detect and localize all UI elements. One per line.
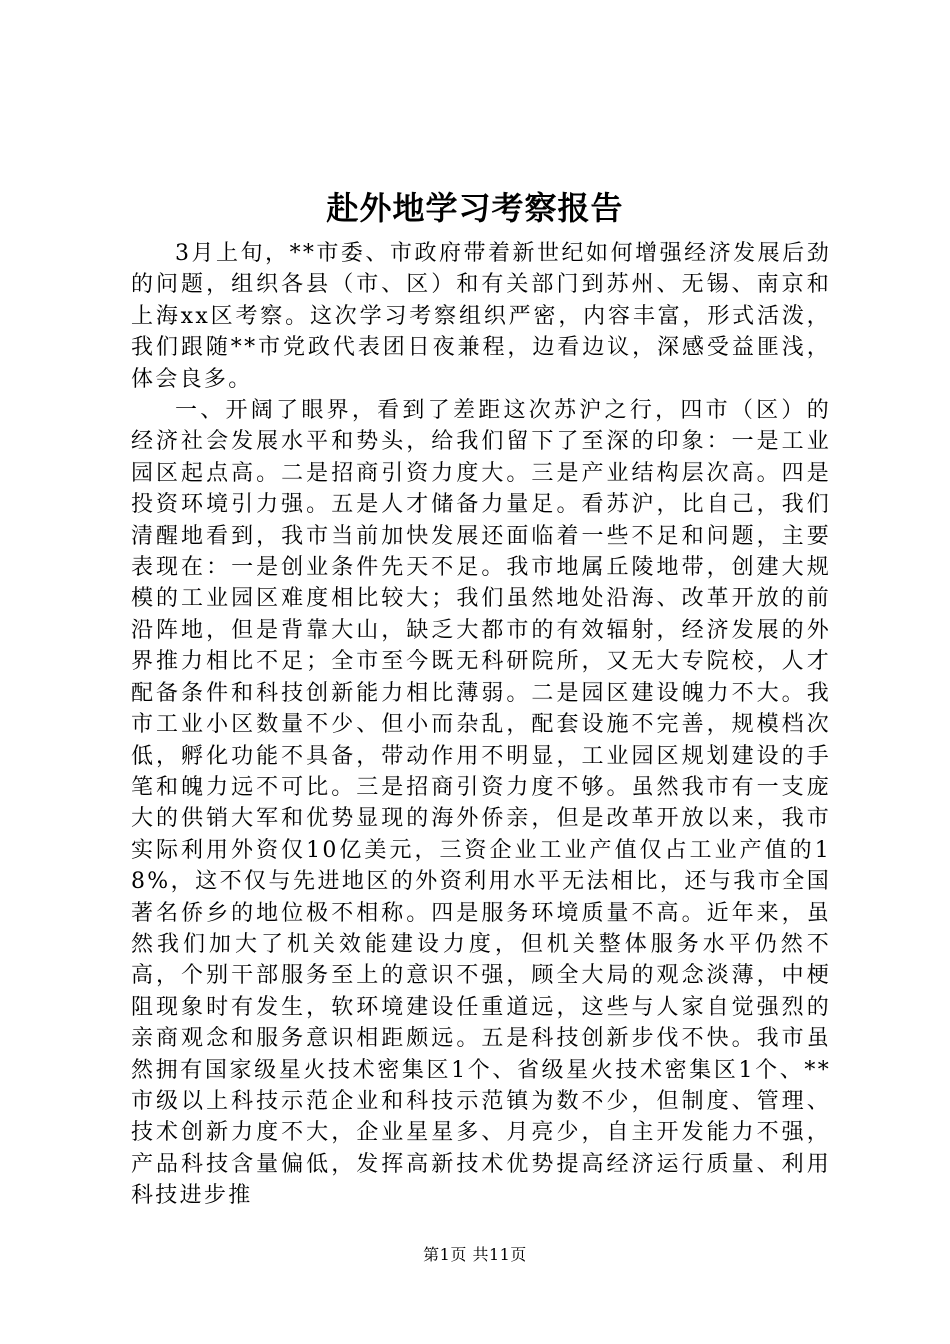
page-title: 赴外地学习考察报告 bbox=[326, 189, 624, 227]
page-footer: 第1页 共11页 bbox=[423, 1245, 527, 1264]
paragraph-section-one: 一、开阔了眼界，看到了差距这次苏沪之行，四市（区）的经济社会发展水平和势头，给我们留下了至深的印象：一是工业园区起点高。二是招商引资力度大。三是产业结构层次高。四是投资环境引力强。五是人才储备力量足。看苏沪，比自己，我们清醒地看到，我市当前加快发展还面临着一些不足和问题，主要表现在：一是创业条件先天不足。我市地属丘陵地带，创建大规模的工业园区难度相比较大；我们虽然地处沿海、改革开放的前沿阵地，但是背靠大山，缺乏大都市的有效辐射，经济发展的外界推力相比不足；全市至今既无科研院所，又无大专院校，人才配备条件和科技创新能力相比薄弱。二是园区建设魄力不大。我市工业小区数量不少、但小而杂乱，配套设施不完善，规模档次低，孵化功能不具备，带动作用不明显，工业园区规划建设的手笔和魄力远不可比。三是招商引资力度不够。虽然我市有一支庞大的供销大军和优势显现的海外侨亲，但是改革开放以来，我市实际利用外资仅10亿美元，三资企业工业产值仅占工业产值的18%，这不仅与先进地区的外资利用水平无法相比，还与我市全国著名侨乡的地位极不相称。四是服务环境质量不高。近年来，虽然我们加大了机关效能建设力度，但机关整体服务水平仍然不高，个别干部服务至上的意识不强，顾全大局的观念淡薄，中梗阻现象时有发生，软环境建设任重道远，这些与人家自觉强烈的亲商观念和服务意识相距颇远。五是科技创新步伐不快。我市虽然拥有国家级星火技术密集区1个、省级星火技术密集区1个、**市级以上科技示范企业和科技示范镇为数不少，但制度、管理、技术创新力度不大，企业星星多、月亮少，自主开发能力不强，产品科技含量偏低，发挥高新技术优势提高经济运行质量、利用科技进步推 bbox=[131, 398, 831, 1209]
paragraph-intro: 3月上旬，**市委、市政府带着新世纪如何增强经济发展后劲的问题，组织各县（市、区）和有关部门到苏州、无锡、南京和上海xx区考察。这次学习考察组织严密，内容丰富，形式活泼，我们跟随**市党政代表团日夜兼程，边看边议，深感受益匪浅，体会良多。 bbox=[131, 241, 831, 392]
document-body bbox=[131, 238, 831, 1212]
